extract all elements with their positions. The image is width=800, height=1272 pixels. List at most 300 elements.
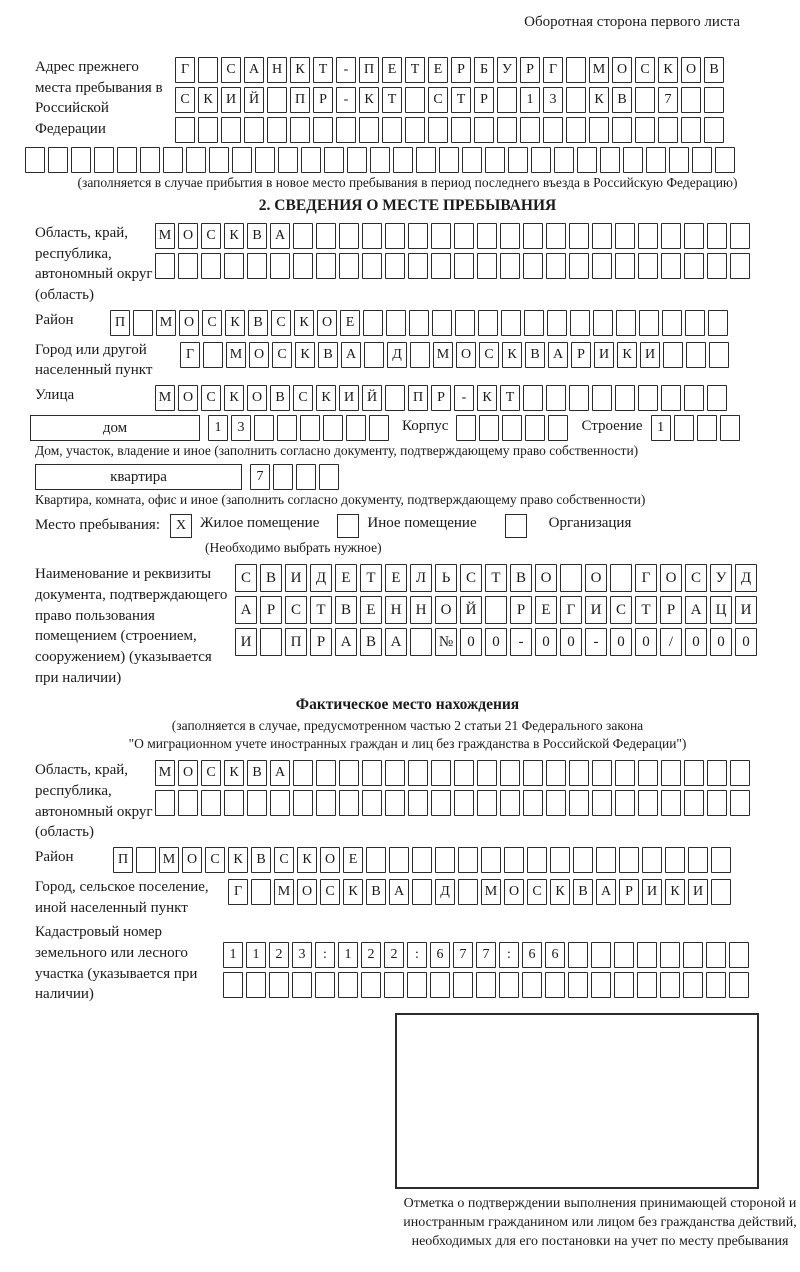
char-box — [661, 790, 681, 816]
char-box: - — [336, 87, 356, 113]
char-box: К — [294, 310, 314, 336]
char-box: В — [318, 342, 338, 368]
char-box: В — [260, 564, 282, 592]
char-box — [454, 790, 474, 816]
char-box — [661, 223, 681, 249]
char-box — [385, 223, 405, 249]
char-box — [232, 147, 252, 173]
char-box — [313, 117, 333, 143]
char-box — [369, 415, 389, 441]
char-box — [296, 464, 316, 490]
korpus-boxes — [456, 415, 571, 441]
char-box — [569, 760, 589, 786]
char-box: О — [179, 310, 199, 336]
char-box: С — [274, 847, 294, 873]
char-box — [316, 790, 336, 816]
char-box — [502, 415, 522, 441]
char-box — [476, 972, 496, 998]
char-box — [547, 310, 567, 336]
char-box — [293, 223, 313, 249]
char-box — [638, 790, 658, 816]
char-box: 1 — [223, 942, 243, 968]
char-box — [660, 972, 680, 998]
char-box — [665, 847, 685, 873]
char-box — [155, 790, 175, 816]
char-box: П — [113, 847, 133, 873]
char-box: В — [525, 342, 545, 368]
char-box — [523, 760, 543, 786]
char-box — [707, 760, 727, 786]
char-box — [612, 117, 632, 143]
section2-city-block — [35, 340, 780, 381]
char-box: Й — [362, 385, 382, 411]
char-box — [458, 847, 478, 873]
stay-type-row — [35, 513, 780, 538]
apartment-block — [35, 464, 780, 490]
section2-street-block — [35, 385, 780, 411]
char-box — [385, 253, 405, 279]
char-box — [407, 972, 427, 998]
char-box: Е — [385, 564, 407, 592]
char-box — [361, 972, 381, 998]
char-box — [408, 760, 428, 786]
char-box — [684, 760, 704, 786]
char-box — [462, 147, 482, 173]
char-box — [362, 790, 382, 816]
char-box — [94, 147, 114, 173]
section2-district-block — [35, 310, 780, 336]
char-box — [596, 847, 616, 873]
char-box: Ь — [435, 564, 457, 592]
char-box — [615, 385, 635, 411]
document-row-2 — [235, 596, 760, 624]
char-box: В — [247, 760, 267, 786]
char-box: Д — [310, 564, 332, 592]
char-box — [500, 790, 520, 816]
char-box: Т — [360, 564, 382, 592]
char-box — [546, 253, 566, 279]
char-box — [209, 147, 229, 173]
char-box — [730, 253, 750, 279]
stay-type-option-residential: Жилое помещение — [200, 515, 320, 532]
char-box: Т — [451, 87, 471, 113]
char-box — [592, 760, 612, 786]
char-box — [568, 972, 588, 998]
char-box — [685, 310, 705, 336]
char-box: И — [642, 879, 662, 905]
char-box — [186, 147, 206, 173]
char-box: Д — [735, 564, 757, 592]
char-box: Р — [474, 87, 494, 113]
char-box — [273, 464, 293, 490]
char-box: В — [360, 628, 382, 656]
char-box: К — [617, 342, 637, 368]
char-box — [416, 147, 436, 173]
char-box — [267, 117, 287, 143]
char-box: О — [247, 385, 267, 411]
char-box — [635, 117, 655, 143]
char-box — [566, 57, 586, 83]
char-box — [637, 972, 657, 998]
stay-type-option-other-premises: Иное помещение — [367, 515, 477, 532]
char-box: В — [612, 87, 632, 113]
char-box: Е — [360, 596, 382, 624]
actual-district-block — [35, 847, 780, 873]
char-box — [48, 147, 68, 173]
char-box: И — [285, 564, 307, 592]
char-box: С — [635, 57, 655, 83]
char-box: 0 — [635, 628, 657, 656]
char-box — [508, 147, 528, 173]
actual-region-row-1 — [155, 760, 753, 786]
char-box: С — [685, 564, 707, 592]
confirmation-caption: Отметка о подтверждении выполнения принимающей стороной и иностранным гражданином или лицом без гражданства действий, необходимых для его постановки на учет по месту пребывания — [403, 1196, 797, 1249]
char-box: 0 — [610, 628, 632, 656]
char-box — [315, 972, 335, 998]
char-box — [224, 253, 244, 279]
char-box — [523, 385, 543, 411]
char-box: 0 — [560, 628, 582, 656]
cadastral-block — [35, 922, 780, 1005]
char-box — [300, 415, 320, 441]
char-box: О — [535, 564, 557, 592]
char-box: К — [225, 310, 245, 336]
char-box — [500, 253, 520, 279]
char-box: 0 — [735, 628, 757, 656]
char-box: И — [221, 87, 241, 113]
char-box — [362, 253, 382, 279]
actual-city-block — [35, 877, 780, 918]
char-box — [260, 628, 282, 656]
char-box — [658, 117, 678, 143]
char-box: С — [428, 87, 448, 113]
char-box: Р — [431, 385, 451, 411]
char-box — [382, 117, 402, 143]
prev-address-row-3 — [175, 117, 727, 143]
char-box — [224, 790, 244, 816]
char-box — [706, 972, 726, 998]
char-box — [692, 147, 712, 173]
char-box — [614, 942, 634, 968]
house-number-boxes — [208, 415, 392, 441]
char-box — [346, 415, 366, 441]
char-box — [163, 147, 183, 173]
house-block — [30, 415, 780, 441]
char-box — [550, 847, 570, 873]
apartment-name-box: квартира — [35, 464, 242, 490]
char-box: С — [235, 564, 257, 592]
char-box — [270, 253, 290, 279]
char-box: М — [481, 879, 501, 905]
char-box — [221, 117, 241, 143]
char-box — [293, 760, 313, 786]
char-box — [570, 310, 590, 336]
char-box — [614, 972, 634, 998]
char-box: А — [596, 879, 616, 905]
char-box — [709, 342, 729, 368]
char-box — [662, 310, 682, 336]
char-box — [523, 253, 543, 279]
char-box: 1 — [208, 415, 228, 441]
char-box: К — [295, 342, 315, 368]
char-box: Г — [228, 879, 248, 905]
char-box: - — [585, 628, 607, 656]
char-box — [435, 847, 455, 873]
char-box: 0 — [685, 628, 707, 656]
char-box — [623, 147, 643, 173]
char-box — [591, 942, 611, 968]
char-box — [684, 223, 704, 249]
char-box: К — [297, 847, 317, 873]
char-box: К — [359, 87, 379, 113]
char-box — [523, 223, 543, 249]
char-box — [592, 223, 612, 249]
char-box — [706, 942, 726, 968]
char-box: Р — [260, 596, 282, 624]
prev-address-row-4 — [25, 147, 780, 173]
char-box: С — [221, 57, 241, 83]
char-box: Е — [335, 564, 357, 592]
char-box — [684, 253, 704, 279]
char-box — [293, 253, 313, 279]
char-box: С — [610, 596, 632, 624]
char-box: С — [201, 223, 221, 249]
char-box — [674, 415, 694, 441]
char-box — [246, 972, 266, 998]
char-box: О — [249, 342, 269, 368]
region-row-1 — [155, 223, 753, 249]
char-box — [290, 117, 310, 143]
char-box — [592, 253, 612, 279]
actual-region-row-2 — [155, 790, 753, 816]
char-box — [639, 310, 659, 336]
char-box — [592, 790, 612, 816]
char-box — [203, 342, 223, 368]
char-box: О — [504, 879, 524, 905]
char-box: А — [341, 342, 361, 368]
char-box: 0 — [485, 628, 507, 656]
char-box — [707, 253, 727, 279]
char-box: 7 — [476, 942, 496, 968]
char-box — [454, 223, 474, 249]
char-box — [554, 147, 574, 173]
char-box: П — [110, 310, 130, 336]
char-box — [363, 310, 383, 336]
char-box — [247, 253, 267, 279]
char-box — [522, 972, 542, 998]
house-caption: Дом, участок, владение и иное (заполнить согласно документу, подтверждающему право собственности) — [35, 443, 639, 459]
actual-location-title: Фактическое место нахождения — [295, 696, 520, 714]
char-box — [615, 223, 635, 249]
char-box — [339, 760, 359, 786]
char-box: У — [710, 564, 732, 592]
char-box: С — [527, 879, 547, 905]
char-box — [175, 117, 195, 143]
char-box — [501, 310, 521, 336]
char-box — [683, 972, 703, 998]
char-box: В — [704, 57, 724, 83]
char-box: И — [339, 385, 359, 411]
char-box — [408, 253, 428, 279]
char-box — [729, 942, 749, 968]
char-box — [244, 117, 264, 143]
char-box: Ц — [710, 596, 732, 624]
char-box — [661, 760, 681, 786]
char-box — [642, 847, 662, 873]
char-box — [481, 847, 501, 873]
char-box — [267, 87, 287, 113]
char-box: - — [510, 628, 532, 656]
char-box: В — [335, 596, 357, 624]
char-box — [637, 942, 657, 968]
char-box: Е — [535, 596, 557, 624]
city-label: Город или другой населенный пункт — [35, 341, 153, 379]
char-box: О — [317, 310, 337, 336]
char-box: А — [385, 628, 407, 656]
char-box: Т — [310, 596, 332, 624]
apartment-number-boxes — [250, 464, 342, 490]
char-box — [720, 415, 740, 441]
char-box: А — [270, 223, 290, 249]
char-box — [704, 87, 724, 113]
char-box: А — [270, 760, 290, 786]
char-box — [336, 117, 356, 143]
char-box: А — [244, 57, 264, 83]
actual-district-row — [113, 847, 734, 873]
char-box: О — [681, 57, 701, 83]
char-box — [661, 253, 681, 279]
char-box: 7 — [658, 87, 678, 113]
char-box — [711, 847, 731, 873]
char-box — [339, 223, 359, 249]
char-box: 7 — [453, 942, 473, 968]
char-box — [456, 415, 476, 441]
char-box: Н — [267, 57, 287, 83]
char-box — [254, 415, 274, 441]
char-box — [531, 147, 551, 173]
char-box — [707, 790, 727, 816]
char-box — [681, 117, 701, 143]
char-box — [454, 760, 474, 786]
char-box — [370, 147, 390, 173]
char-box: А — [235, 596, 257, 624]
char-box — [431, 253, 451, 279]
char-box: К — [198, 87, 218, 113]
char-box: М — [159, 847, 179, 873]
char-box — [546, 223, 566, 249]
char-box — [408, 223, 428, 249]
char-box: Н — [385, 596, 407, 624]
char-box: 2 — [269, 942, 289, 968]
char-box — [479, 415, 499, 441]
stay-type-checkbox-other-premises — [337, 514, 359, 538]
char-box: Й — [244, 87, 264, 113]
char-box — [428, 117, 448, 143]
stroenie-label: Строение — [581, 418, 643, 435]
house-name-box: дом — [30, 415, 200, 441]
char-box — [25, 147, 45, 173]
char-box: О — [320, 847, 340, 873]
char-box: М — [155, 385, 175, 411]
char-box — [323, 415, 343, 441]
prev-address-row-2 — [175, 87, 727, 113]
char-box: Р — [313, 87, 333, 113]
char-box — [543, 117, 563, 143]
char-box: И — [594, 342, 614, 368]
char-box: С — [272, 342, 292, 368]
char-box — [681, 87, 701, 113]
district-label: Район — [35, 311, 74, 328]
char-box — [477, 790, 497, 816]
region-label: Область, край, республика, автономный округ (область) — [35, 225, 153, 304]
char-box — [686, 342, 706, 368]
char-box — [504, 847, 524, 873]
char-box — [347, 147, 367, 173]
char-box — [410, 342, 430, 368]
char-box — [454, 253, 474, 279]
char-box — [523, 790, 543, 816]
char-box — [393, 147, 413, 173]
char-box — [497, 87, 517, 113]
char-box: Д — [435, 879, 455, 905]
char-box: - — [336, 57, 356, 83]
char-box — [201, 253, 221, 279]
char-box — [412, 847, 432, 873]
char-box: В — [270, 385, 290, 411]
char-box — [316, 760, 336, 786]
char-box — [708, 310, 728, 336]
char-box: К — [658, 57, 678, 83]
char-box: И — [235, 628, 257, 656]
char-box — [684, 385, 704, 411]
char-box: 6 — [545, 942, 565, 968]
char-box — [520, 117, 540, 143]
char-box: П — [359, 57, 379, 83]
char-box — [384, 972, 404, 998]
char-box — [389, 847, 409, 873]
char-box — [301, 147, 321, 173]
char-box: К — [477, 385, 497, 411]
char-box — [568, 942, 588, 968]
char-box — [646, 147, 666, 173]
char-box: Е — [343, 847, 363, 873]
char-box — [292, 972, 312, 998]
actual-city-row — [228, 879, 734, 905]
char-box — [431, 790, 451, 816]
char-box — [278, 147, 298, 173]
char-box: Р — [520, 57, 540, 83]
char-box: : — [407, 942, 427, 968]
street-row — [155, 385, 730, 411]
char-box — [497, 117, 517, 143]
char-box — [616, 310, 636, 336]
prev-address-note: (заполняется в случае прибытия в новое место пребывания в период последнего въезда в Российскую Федерацию) — [77, 175, 738, 190]
char-box: О — [178, 223, 198, 249]
char-box — [591, 972, 611, 998]
char-box — [715, 147, 735, 173]
char-box: К — [665, 879, 685, 905]
char-box: Р — [619, 879, 639, 905]
stay-type-checkbox-residential: X — [170, 514, 192, 538]
char-box — [136, 847, 156, 873]
char-box: С — [201, 760, 221, 786]
char-box — [525, 415, 545, 441]
char-box: 0 — [535, 628, 557, 656]
char-box: О — [660, 564, 682, 592]
char-box: В — [573, 879, 593, 905]
char-box: О — [612, 57, 632, 83]
char-box — [455, 310, 475, 336]
